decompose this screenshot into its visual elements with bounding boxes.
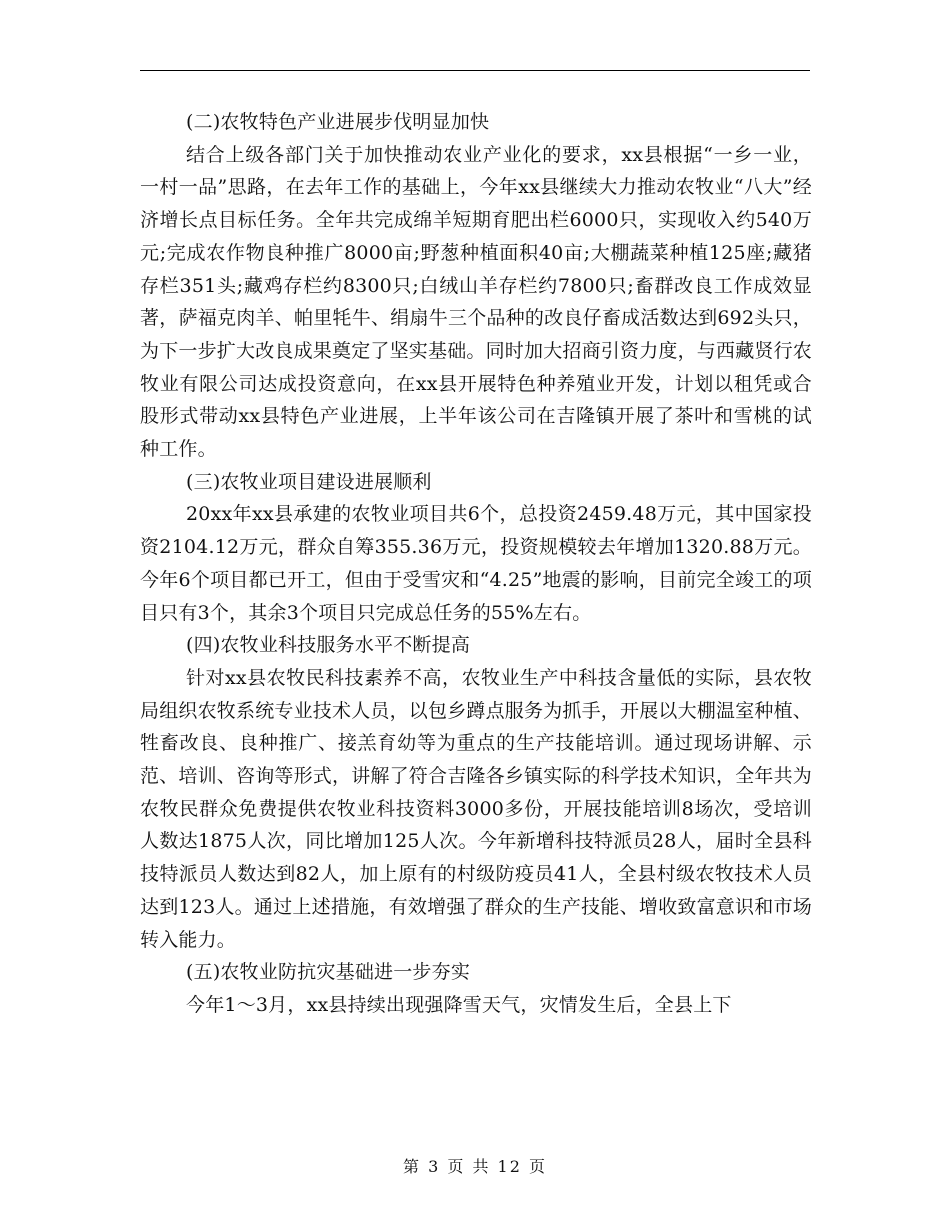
header-rule xyxy=(140,70,810,71)
section-heading-4: (四)农牧业科技服务水平不断提高 xyxy=(186,634,471,657)
section-paragraph-2: 结合上级各部门关于加快推动农业产业化的要求，xx县根据“一乡一业，一村一品”思路，在去年工作的基础上，今年xx县继续大力推动农牧业“八大”经济增长点目标任务。全年共完成绵羊短期育肥出栏6000只，实现收入约540万元;完成农作物良种推广8000亩;野葱种植面积40亩;大棚蔬菜种植125座;藏猪存栏351头;藏鸡存栏约8300只;白绒山羊存栏约7800只;畜群改良工作成效显著，萨福克肉羊、帕里牦牛、绢扇牛三个品种的改良仔畜成活数达到692头只，为下一步扩大改良成果奠定了坚实基础。同时加大招商引资力度，与西藏贤行农牧业有限公司达成投资意向，在xx县开展特色种养殖业开发，计划以租凭或合股形式带动xx县特色产业进展，上半年该公司在吉隆镇开展了茶叶和雪桃的试种工作。 xyxy=(140,143,813,461)
section-heading-5: (五)农牧业防抗灾基础进一步夯实 xyxy=(186,961,471,984)
section-heading-2: (二)农牧特色产业进展步伐明显加快 xyxy=(186,111,490,133)
section-paragraph-5: 今年1～3月，xx县持续出现强降雪天气，灾情发生后，全县上下 xyxy=(186,993,732,1016)
section-paragraph-4: 针对xx县农牧民科技素养不高，农牧业生产中科技含量低的实际，县农牧局组织农牧系统专业技术人员，以包乡蹲点服务为抓手，开展以大棚温室种植、牲畜改良、良种推广、接羔育幼等为重点的生产技能培训。通过现场讲解、示范、培训、咨询等形式，讲解了符合吉隆各乡镇实际的科学技术知识，全年共为农牧民群众免费提供农牧业科技资料3000多份，开展技能培训8场次，受培训人数达1875人次，同比增加125人次。今年新增科技特派员28人，届时全县科技特派员人数达到82人，加上原有的村级防疫员41人，全县村级农牧技术人员达到123人。通过上述措施，有效增强了群众的生产技能、增收致富意识和市场转入能力。 xyxy=(140,666,813,951)
section-heading-3: (三)农牧业项目建设进展顺利 xyxy=(186,470,432,493)
section-paragraph-3: 20xx年xx县承建的农牧业项目共6个，总投资2459.48万元，其中国家投资2104.12万元，群众自筹355.36万元，投资规模较去年增加1320.88万元。今年6个项目都已开工，但由于受雪灾和“4.25”地震的影响，目前完全竣工的项目只有3个，其余3个项目只完成总任务的55%左右。 xyxy=(140,503,812,624)
page-number-footer: 第 3 页 共 12 页 xyxy=(403,1157,547,1176)
document-body xyxy=(140,106,812,1022)
